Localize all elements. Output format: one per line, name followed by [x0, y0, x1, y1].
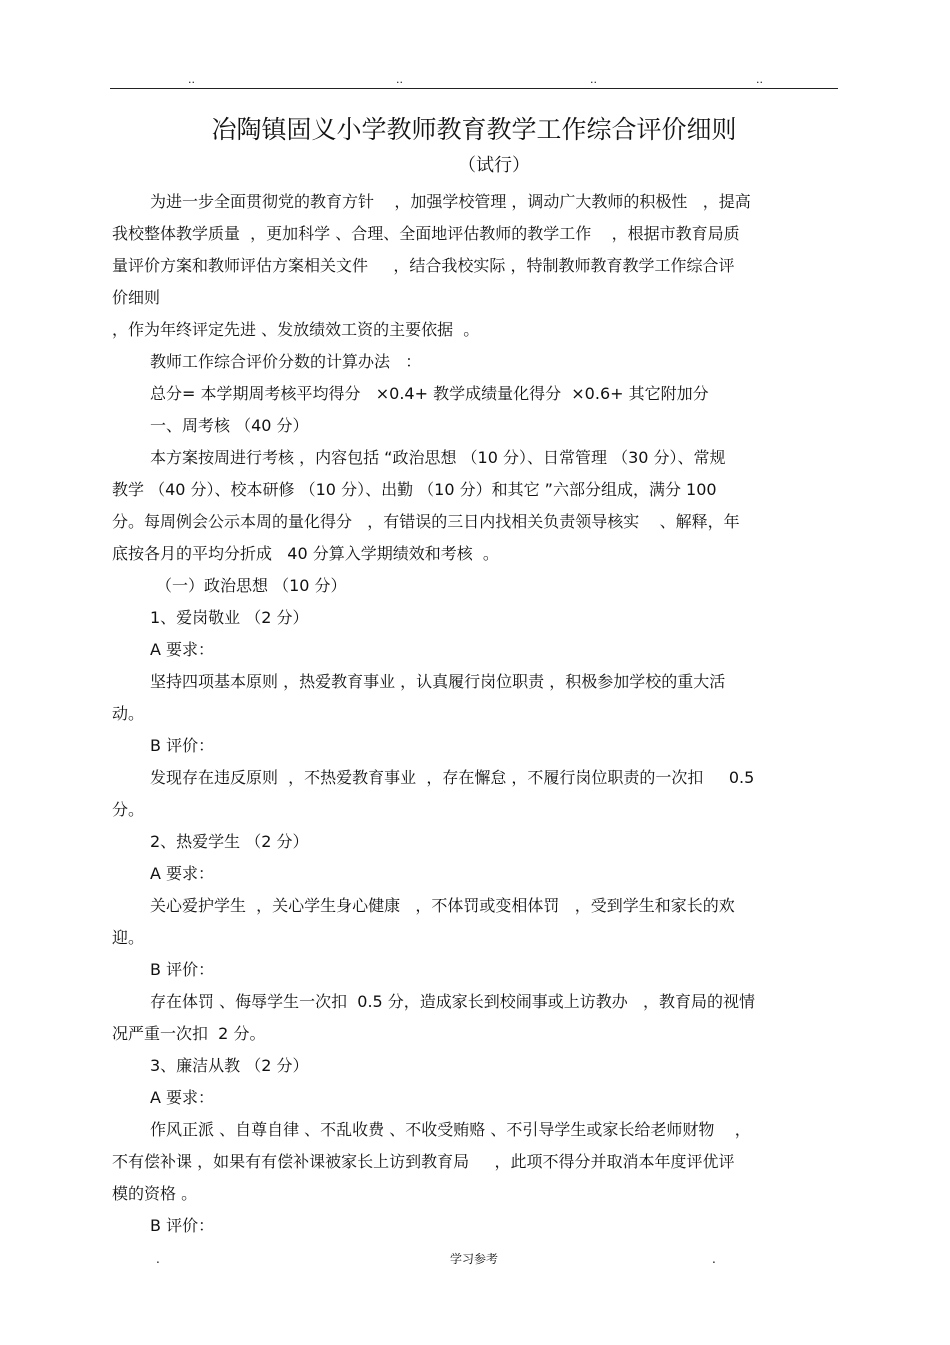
page-footer — [110, 1249, 838, 1269]
requirement-label: A 要求： — [150, 864, 215, 883]
text-line: 发现存在违反原则 ，不热爱教育事业 ，存在懈怠 ，不履行岗位职责的一次扣 0.5 — [150, 768, 755, 787]
text-line: 存在体罚 、侮辱学生一次扣 0.5 分，造成家长到校闹事或上访教办 ，教育局的视情 — [150, 992, 756, 1011]
footer-right-mark: . — [712, 1252, 716, 1266]
text-line: 分。每周例会公示本周的量化得分 ，有错误的三日内找相关负责领导核实 、解释，年 — [112, 512, 740, 531]
document-body — [112, 186, 840, 1242]
text-line: 分。 — [112, 800, 145, 819]
item-heading: 2、热爱学生 （2 分） — [150, 832, 309, 851]
text-line: 迎。 — [112, 928, 145, 947]
text-line: 价细则 — [112, 288, 161, 307]
header-mark: .. — [756, 73, 763, 86]
text-line: 坚持四项基本原则 ，热爱教育事业 ，认真履行岗位职责 ，积极参加学校的重大活 — [150, 672, 726, 691]
header-rule — [110, 88, 838, 89]
text-line: 况严重一次扣 2 分。 — [112, 1024, 266, 1043]
section-heading: 一、周考核 （40 分） — [150, 416, 309, 435]
text-line: 为进一步全面贯彻党的教育方针 ，加强学校管理 ，调动广大教师的积极性 ，提高 — [150, 192, 751, 211]
requirement-label: A 要求： — [150, 640, 215, 659]
header-mark: .. — [590, 73, 597, 86]
text-line: ，作为年终评定先进 、发放绩效工资的主要依据 。 — [112, 320, 480, 339]
text-line: 底按各月的平均分折成 40 分算入学期绩效和考核 。 — [112, 544, 499, 563]
evaluation-label: B 评价： — [150, 1216, 215, 1235]
text-line: 本方案按周进行考核 ，内容包括 “政治思想 （10 分）、日常管理 （30 分）、常规 — [150, 448, 726, 467]
document-subtitle: （试行） — [458, 155, 530, 176]
text-line: 作风正派 、自尊自律 、不乱收费 、不收受贿赂 、不引导学生或家长给老师财物 ， — [150, 1120, 751, 1139]
text-line: 模的资格 。 — [112, 1184, 198, 1203]
text-line: 我校整体教学质量 ，更加科学 、合理、全面地评估教师的教学工作 ，根据市教育局质 — [112, 224, 740, 243]
text-line: 教师工作综合评价分数的计算办法 ： — [150, 352, 422, 371]
text-line: 关心爱护学生 ，关心学生身心健康 ，不体罚或变相体罚 ，受到学生和家长的欢 — [150, 896, 735, 915]
footer-left-mark: . — [156, 1252, 160, 1266]
requirement-label: A 要求： — [150, 1088, 215, 1107]
page-header-marks — [110, 74, 838, 86]
item-heading: 3、廉洁从教 （2 分） — [150, 1056, 309, 1075]
footer-caption: 学习参考 — [449, 1252, 498, 1266]
formula-line: 总分= 本学期周考核平均得分 ×0.4+ 教学成绩量化得分 ×0.6+ 其它附加分 — [150, 384, 709, 403]
text-line: 不有偿补课 ，如果有有偿补课被家长上访到教育局 ，此项不得分并取消本年度评优评 — [112, 1152, 735, 1171]
header-mark: .. — [188, 73, 195, 86]
evaluation-label: B 评价： — [150, 736, 215, 755]
document-title: 冶陶镇固义小学教师教育教学工作综合评价细则 — [211, 115, 737, 144]
item-heading: 1、爱岗敬业 （2 分） — [150, 608, 309, 627]
text-line: 教学 （40 分）、校本研修 （10 分）、出勤 （10 分）和其它 ”六部分组成，满分 100 — [112, 480, 717, 499]
subsection-heading: （一）政治思想 （10 分） — [156, 576, 347, 595]
evaluation-label: B 评价： — [150, 960, 215, 979]
text-line: 动。 — [112, 704, 145, 723]
header-mark: .. — [396, 73, 403, 86]
text-line: 量评价方案和教师评估方案相关文件 ，结合我校实际 ，特制教师教育教学工作综合评 — [112, 256, 735, 275]
